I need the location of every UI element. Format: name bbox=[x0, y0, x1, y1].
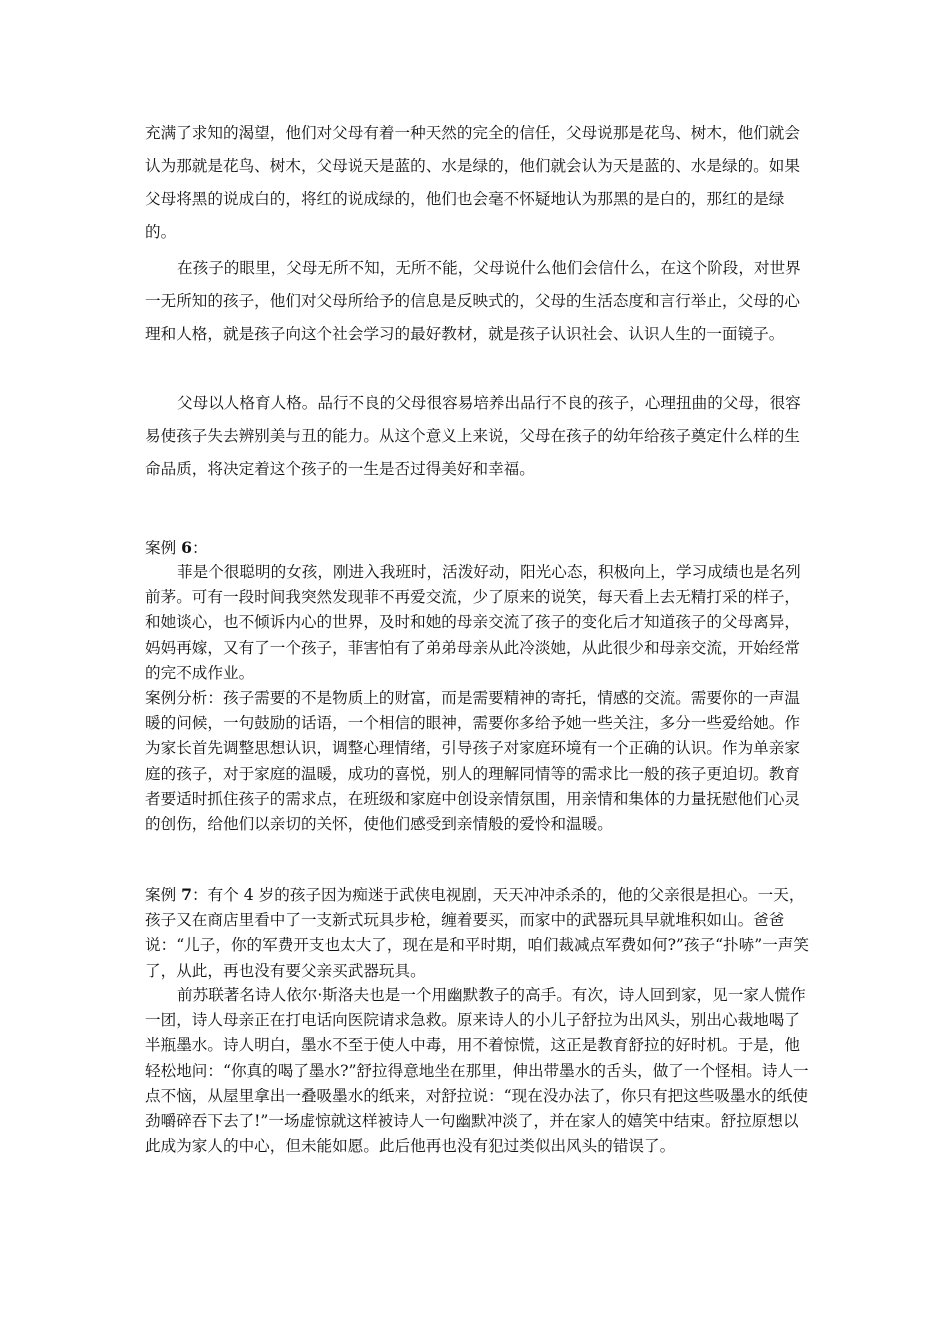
case-7-label: 案例 bbox=[145, 886, 177, 904]
case-7-poet-story: 前苏联著名诗人依尔·斯洛夫也是一个用幽默教子的高手。有次，诗人回到家，见一家人慌作一团，诗人母亲正在打电话向医院请求急救。原来诗人的小儿子舒拉为出风头，别出心裁地喝了半瓶墨水。诗人明白，墨水不至于使人中毒，用不着惊慌，这正是教育舒拉的好时机。于是，他轻松地问：“你真的喝了墨水?”舒拉得意地坐在那里，伸出带墨水的舌头，做了一个怪相。诗人一点不恼，从屋里拿出一叠吸墨水的纸来，对舒拉说：“现在没办法了，你只有把这些吸墨水的纸使劲嚼碎吞下去了!”一场虚惊就这样被诗人一句幽默冲淡了，并在家人的嬉笑中结束。舒拉原想以此成为家人的中心，但未能如愿。此后他再也没有犯过类似出风头的错误了。 bbox=[145, 986, 809, 1156]
case-7-colon: ： bbox=[192, 886, 208, 904]
intro-paragraph-1: 充满了求知的渴望，他们对父母有着一种天然的完全的信任，父母说那是花鸟、树木，他们就会认为那就是花鸟、树木，父母说天是蓝的、水是绿的，他们就会认为天是蓝的、水是绿的。如果父母将黑的说成白的，将红的说成绿的，他们也会毫不怀疑地认为那黑的是白的，那红的是绿的。 bbox=[145, 124, 800, 241]
intro-paragraph-3: 父母以人格育人格。品行不良的父母很容易培养出品行不良的孩子，心理扭曲的父母，很容易使孩子失去辨别美与丑的能力。从这个意义上来说，父母在孩子的幼年给孩子奠定什么样的生命品质，将决定着这个孩子的一生是否过得美好和幸福。 bbox=[145, 394, 801, 478]
case-7-number: 7 bbox=[181, 885, 193, 904]
case-7-story-text: 有个 4 岁的孩子因为痴迷于武侠电视剧，天天冲冲杀杀的，他的父亲很是担心。一天，孩子又在商店里看中了一支新式玩具步枪，缠着要买，而家中的武器玩具早就堆积如山。爸爸说：“儿子，你的军费开支也太大了，现在是和平时期，咱们裁减点军费如何?”孩子“扑哧”一声笑了，从此，再也没有要父亲买武器玩具。 bbox=[145, 886, 809, 980]
case-6-story: 菲是个很聪明的女孩，刚进入我班时，活泼好动，阳光心态，积极向上，学习成绩也是名列前茅。可有一段时间我突然发现菲不再爱交流，少了原来的说笑，每天看上去无精打采的样子，和她谈心，也不倾诉内心的世界，及时和她的母亲交流了孩子的变化后才知道孩子的父母离异，妈妈再嫁，又有了一个孩子，菲害怕有了弟弟母亲从此冷淡她，从此很少和母亲交流，开始经常的完不成作业。 bbox=[145, 563, 801, 682]
case-6-analysis: 案例分析：孩子需要的不是物质上的财富，而是需要精神的寄托，情感的交流。需要你的一声温暖的问候，一句鼓励的话语，一个相信的眼神，需要你多给予她一些关注，多分一些爱给她。作为家长首先调整思想认识，调整心理情绪，引导孩子对家庭环境有一个正确的认识。作为单亲家庭的孩子，对于家庭的温暖，成功的喜悦，别人的理解同情等的需求比一般的孩子更迫切。教育者要适时抓住孩子的需求点，在班级和家庭中创设亲情氛围，用亲情和集体的力量抚慰他们心灵的创伤，给他们以亲切的关怀，使他们感受到亲情般的爱怜和温暖。 bbox=[145, 689, 800, 834]
case-6-heading bbox=[145, 535, 813, 561]
case-6-number: 6 bbox=[181, 538, 193, 557]
intro-paragraph-2: 在孩子的眼里，父母无所不知，无所不能，父母说什么他们会信什么，在这个阶段，对世界一无所知的孩子，他们对父母所给予的信息是反映式的，父母的生活态度和言行举止，父母的心理和人格，就是孩子向这个社会学习的最好教材，就是孩子认识社会、认识人生的一面镜子。 bbox=[145, 259, 801, 343]
case-6-colon: ： bbox=[192, 539, 208, 557]
case-6-label: 案例 bbox=[145, 539, 177, 557]
case-7-story bbox=[145, 882, 813, 984]
